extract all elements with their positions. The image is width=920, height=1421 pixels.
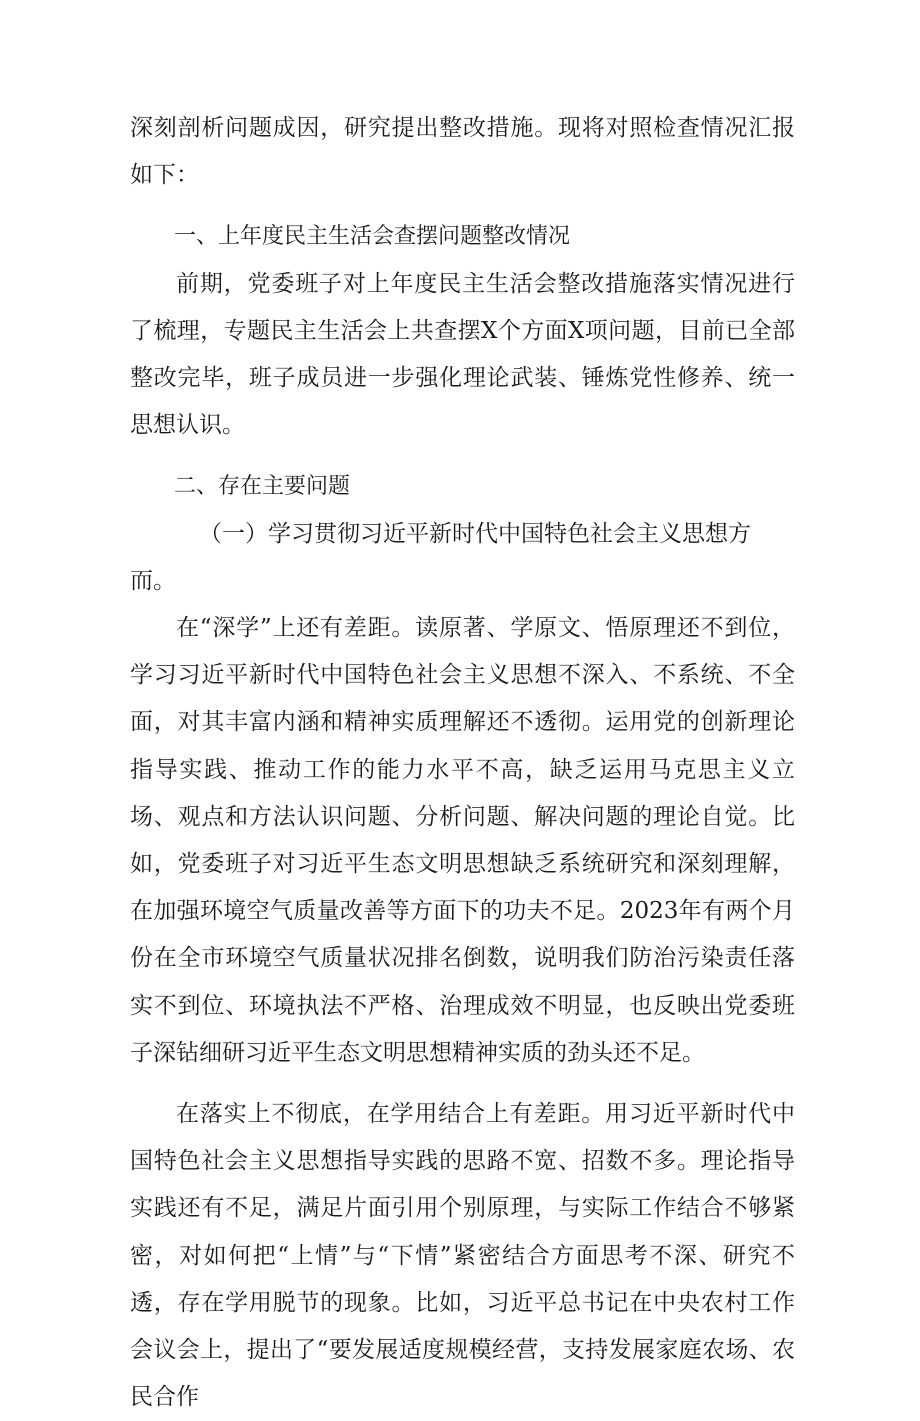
section-2-paragraph-2: 在落实上不彻底，在学用结合上有差距。用习近平新时代中国特色社会主义思想指导实践的思路不宽、招数不多。理论指导实践还有不足，满足片面引用个别原理，与实际工作结合不够紧密，对如何把“上情”与“下情”紧密结合方面思考不深、研究不透，存在学用脱节的现象。比如，习近平总书记在中央农村工作会议会上，提出了“要发展适度规模经营，支持发展家庭农场、农民合作 [130, 1101, 795, 1411]
section-2-paragraph-1: 在“深学”上还有差距。读原著、学原文、悟原理还不到位，学习习近平新时代中国特色社会主义思想不深入、不系统、不全面，对其丰富内涵和精神实质理解还不透彻。运用党的创新理论指导实践、推动工作的能力水平不高，缺乏运用马克思主义立场、观点和方法认识问题、分析问题、解决问题的理论自觉。比如，党委班子对习近平生态文明思想缺乏系统研究和深刻理解，在加强环境空气质量改善等方面下的功夫不足。2023年有两个月份在全市环境空气质量状况排名倒数，说明我们防治污染责任落实不到位、环境执法不严格、治理成效不明显，也反映出党委班子深钻细研习近平生态文明思想精神实质的劲头还不足。 [130, 615, 795, 1066]
section-1-heading: 一、上年度民主生活会查摆问题整改情况 [174, 224, 571, 250]
spacer [130, 449, 795, 463]
spacer [130, 1077, 795, 1091]
section-1-paragraph: 前期，党委班子对上年度民主生活会整改措施落实情况进行了梳理，专题民主生活会上共查摆X个方面X项问题，目前已全部整改完毕，班子成员进一步强化理论武装、锤炼党性修养、统一思想认识。 [130, 270, 795, 439]
section-2-subheading: （一）学习贯彻习近平新时代中国特色社会主义思想方而。 [130, 520, 751, 594]
intro-paragraph-tail: 深刻剖析问题成因，研究提出整改措施。现将对照检查情况汇报如下： [130, 115, 795, 189]
spacer [130, 199, 795, 213]
document-body [130, 105, 795, 1421]
section-2-heading: 二、存在主要问题 [174, 474, 351, 500]
